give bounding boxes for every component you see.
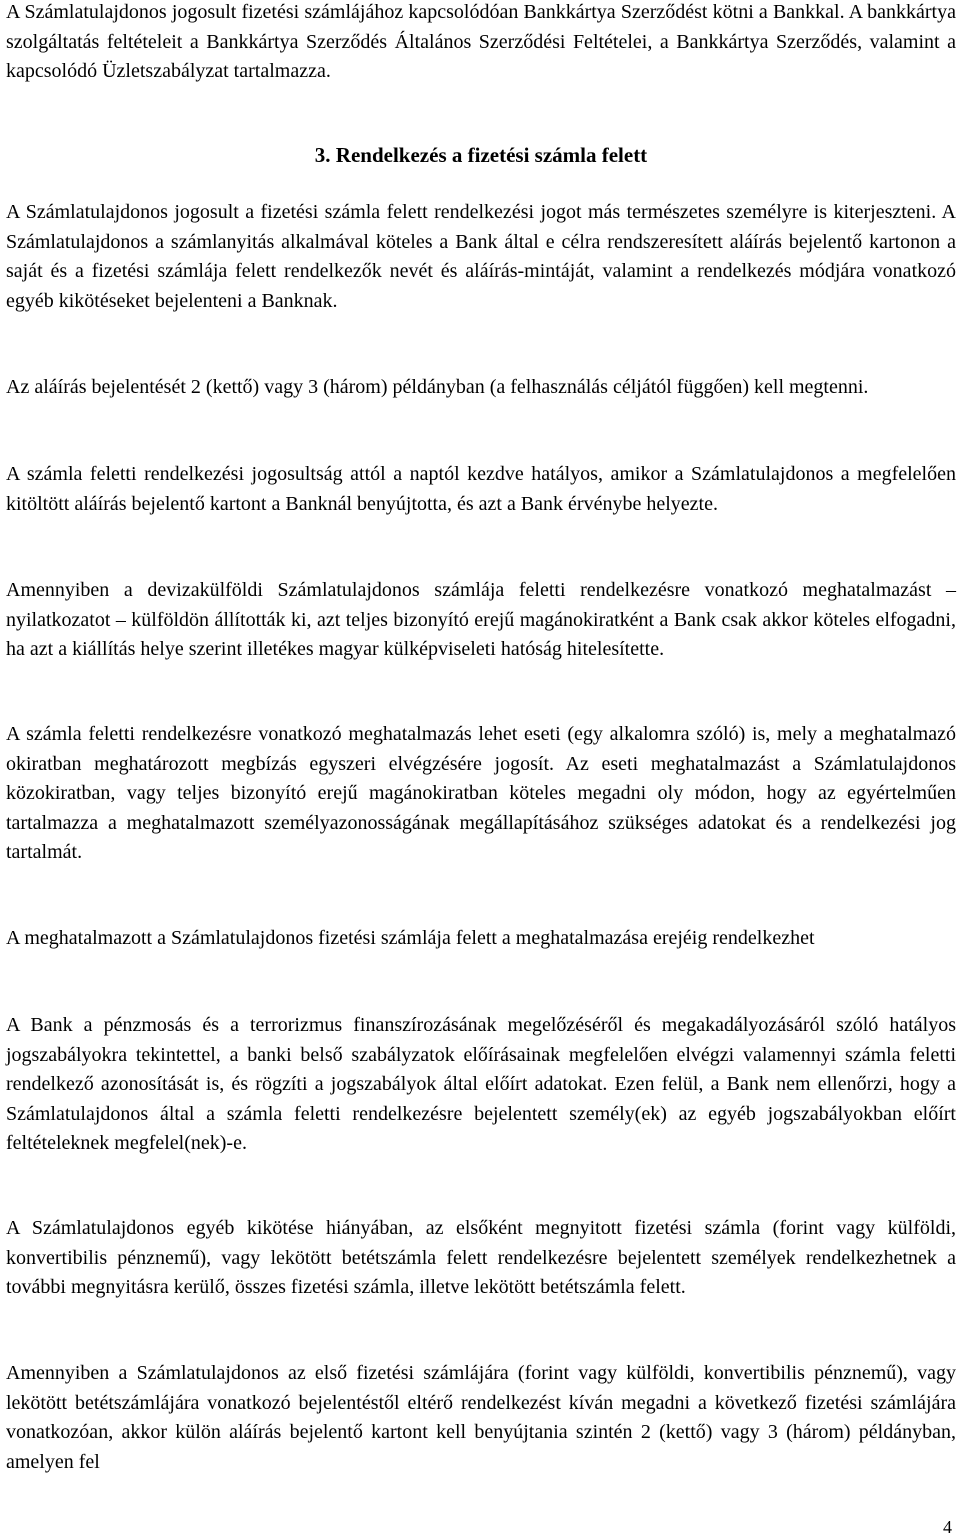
paragraph-meghatalmazott: A meghatalmazott a Számlatulajdonos fizetési számlája felett a meghatalmazása erejéig rendelkezhet [6, 927, 815, 949]
intro-paragraph: A Számlatulajdonos jogosult fizetési számlájához kapcsolódóan Bankkártya Szerződést kötni a Bankkal. A bankkártya szolgáltatás feltételeit a Bankkártya Szerződés Általános Szerződési Feltételei, a Bankkártya Szerződés, valamint a kapcsolódó Üzletszabályzat tartalmazza. [6, 1, 956, 82]
paragraph-devizakulfoldi: Amennyiben a devizakülföldi Számlatulajdonos számlája feletti rendelkezésre vonatkozó meghatalmazást – nyilatkozatot – külföldön állították ki, azt teljes bizonyító erejű magánokiratként a Bank csak akkor köteles elfogadni, ha azt a kiállítás helye szerint illetékes magyar külképviseleti hatóság hitelesítette. [6, 579, 956, 660]
paragraph-penzmosas: A Bank a pénzmosás és a terrorizmus finanszírozásának megelőzéséről és megakadályozásáról szóló hatályos jogszabályokra tekintettel, a banki belső szabályzatok előírásainak megfelelően elvégzi valamennyi számla feletti rendelkező azonosítását is, és rögzíti a jogszabályok által előírt adatokat. Ezen felül, a Bank nem ellenőrzi, hogy a Számlatulajdonos által a számla feletti rendelkezésre bejelentett személy(ek) az egyéb jogszabályokban előírt feltételeknek megfelel(nek)-e. [6, 1014, 956, 1154]
paragraph-eseti-meghatalmazas: A számla feletti rendelkezésre vonatkozó meghatalmazás lehet eseti (egy alkalomra szóló) is, mely a meghatalmazó okiratban meghatározott megbízás egyszeri elvégzésére jogosít. Az eseti meghatalmazást a Számlatulajdonos közokiratban, vagy teljes bizonyító erejű magánokiratban köteles megadni oly módon, hogy az egyértelműen tartalmazza a meghatalmazott személyazonosságának megállapításához szükséges adatokat és a rendelkezési jog tartalmát. [6, 723, 956, 863]
paragraph-elso-szamla: Amennyiben a Számlatulajdonos az első fizetési számlájára (forint vagy külföldi, konvertibilis pénznemű), vagy lekötött betétszámlájára vonatkozó bejelentéstől eltérő rendelkezést kíván megadni a következő fizetési számlájára vonatkozóan, akkor külön aláírás bejelentő kartont kell benyújtania szintén 2 (kettő) vagy 3 (három) példányban, amelyen fel [6, 1362, 956, 1473]
paragraph-hatalyossag: A számla feletti rendelkezési jogosultság attól a naptól kezdve hatályos, amikor a Számlatulajdonos a megfelelően kitöltött aláírás bejelentő kartont a Banknál benyújtotta, és azt a Bank érvénybe helyezte. [6, 463, 956, 515]
page-number: 4 [943, 1517, 952, 1537]
paragraph-egyeb-kikotes: A Számlatulajdonos egyéb kikötése hiányában, az elsőként megnyitott fizetési számla (forint vagy külföldi, konvertibilis pénznemű), vagy lekötött betétszámla felett rendelkezésre bejelentett személyek rendelkezhetnek a további megnyitásra kerülő, összes fizetési számla, illetve lekötött betétszámla felett. [6, 1217, 956, 1298]
paragraph-alairas-bejelentes: Az aláírás bejelentését 2 (kettő) vagy 3 (három) példányban (a felhasználás céljától függően) kell megtenni. [6, 376, 869, 398]
section-heading: 3. Rendelkezés a fizetési számla felett [314, 143, 648, 167]
paragraph-rendelkezesi-jog: A Számlatulajdonos jogosult a fizetési számla felett rendelkezési jogot más természetes személyre is kiterjeszteni. A Számlatulajdonos a számlanyitás alkalmával köteles a Bank által e célra rendszeresített aláírás bejelentő kartonon a saját és a fizetési számlája felett rendelkezők nevét és aláírás-mintáját, valamint a rendelkezés módjára vonatkozó egyéb kikötéseket bejelenteni a Banknak. [6, 201, 956, 312]
